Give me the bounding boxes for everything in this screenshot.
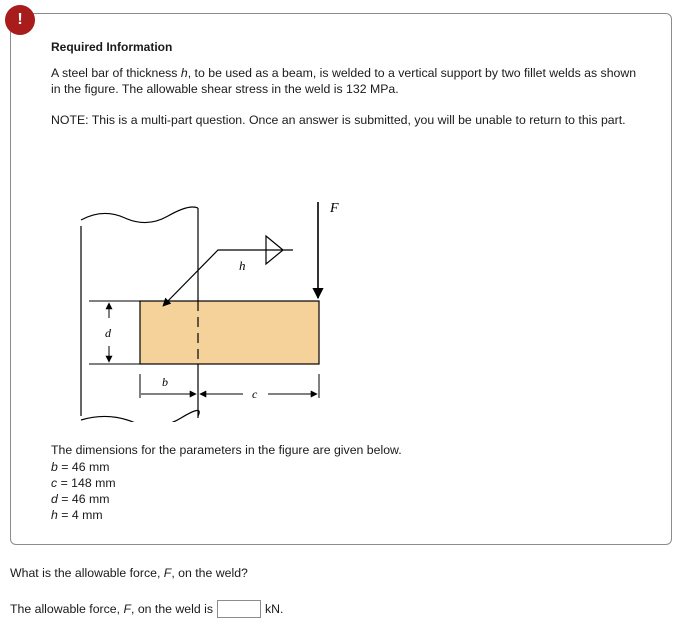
- support-break-top: [81, 207, 198, 223]
- alert-icon: !: [5, 5, 35, 35]
- dim-c: c = 148 mm: [51, 476, 116, 490]
- label-F: F: [330, 201, 339, 216]
- card-heading: Required Information: [51, 40, 173, 54]
- label-d: d: [105, 326, 111, 340]
- label-b: b: [162, 375, 168, 389]
- label-h: h: [239, 258, 246, 273]
- force-answer-input[interactable]: [217, 600, 261, 618]
- dimensions-list: [51, 459, 116, 523]
- weld-figure: [63, 186, 353, 422]
- support-break-bottom: [81, 410, 199, 422]
- answer-row: [10, 600, 283, 618]
- steel-bar: [140, 301, 319, 364]
- problem-statement: A steel bar of thickness h, to be used as a beam, is welded to a vertical support by two fillet welds as shown in the figure. The allowable shear stress in the weld is 132 MPa.: [51, 66, 637, 96]
- required-info-card: [10, 13, 672, 545]
- note-text: NOTE: This is a multi-part question. Once an answer is submitted, you will be unable to return to this part.: [51, 113, 626, 127]
- dim-d: d = 46 mm: [51, 492, 110, 506]
- answer-unit: kN.: [265, 602, 284, 616]
- dimensions-intro: The dimensions for the parameters in the figure are given below.: [51, 443, 402, 457]
- question-text: What is the allowable force, F, on the weld?: [10, 566, 248, 580]
- answer-prefix: The allowable force, F, on the weld is: [10, 602, 214, 616]
- dim-h: h = 4 mm: [51, 508, 103, 522]
- label-c: c: [252, 387, 258, 401]
- dim-b: b = 46 mm: [51, 460, 110, 474]
